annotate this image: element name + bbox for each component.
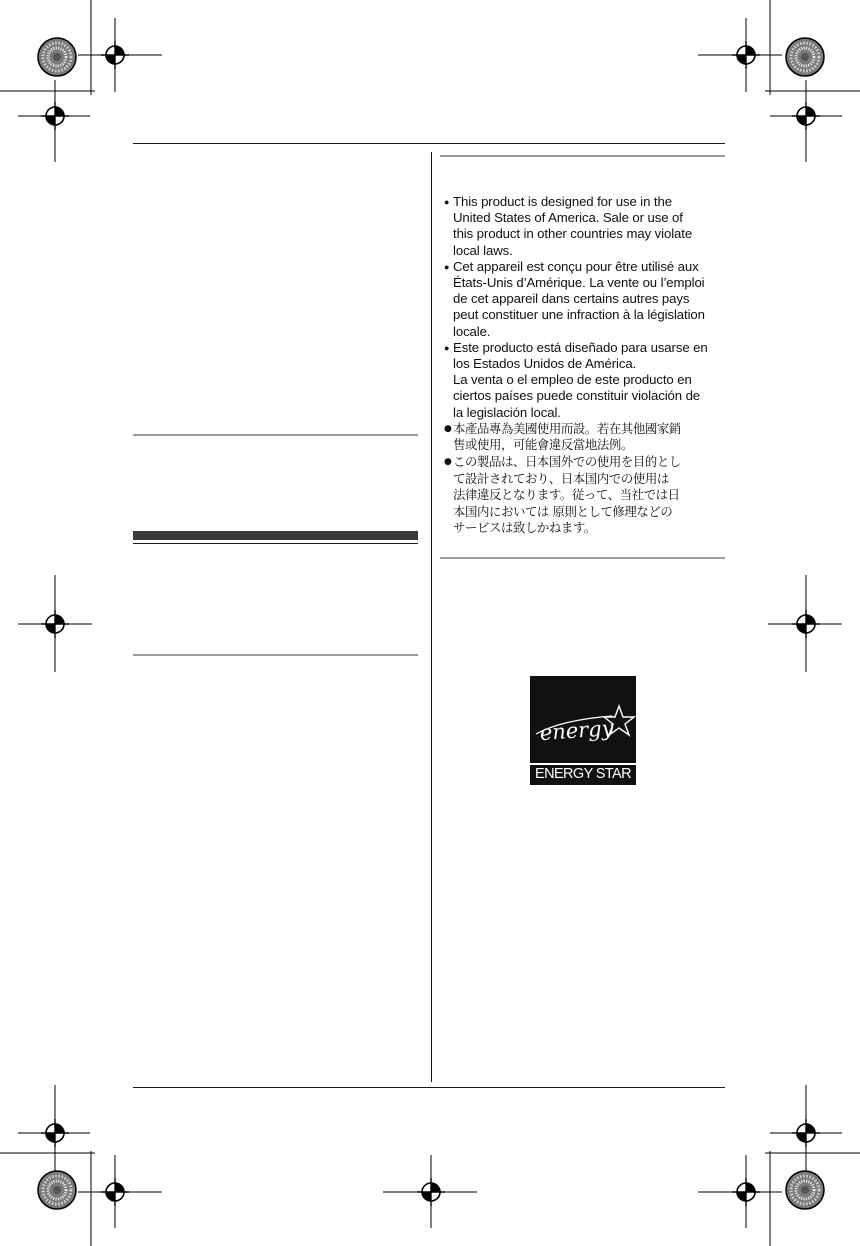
notice-spanish bbox=[444, 340, 729, 421]
page-top-rule bbox=[133, 143, 725, 144]
notice-line: ciertos países puede constituir violación de bbox=[453, 388, 701, 404]
registration-mark bbox=[792, 1119, 820, 1147]
notice-line: て設計されており、日本国内での使用は bbox=[453, 470, 669, 486]
notice-japanese bbox=[444, 454, 729, 537]
notice-line: 本產品專為美國使用而設。若在其他國家銷 bbox=[453, 420, 681, 436]
registration-mark bbox=[101, 1178, 129, 1206]
notice-line: los Estados Unidos de América. bbox=[453, 356, 637, 372]
right-section-rule-2 bbox=[440, 557, 725, 559]
left-section-rule-1 bbox=[133, 434, 418, 436]
registration-mark bbox=[732, 1178, 760, 1206]
notice-line: this product in other countries may violate bbox=[453, 226, 693, 242]
notice-line: de cet appareil dans certains autres pays bbox=[453, 291, 690, 307]
registration-mark bbox=[41, 1119, 69, 1147]
notice-line: This product is designed for use in the bbox=[453, 194, 672, 209]
color-bar-target bbox=[38, 38, 76, 76]
notice-line: la legislación local. bbox=[453, 404, 561, 420]
notice-chinese bbox=[444, 421, 729, 454]
registration-mark bbox=[792, 102, 820, 130]
notice-french bbox=[444, 259, 729, 340]
notice-line: この製品は、日本国外での使用を目的とし bbox=[453, 454, 681, 470]
svg-text:energy: energy bbox=[539, 715, 615, 746]
notice-line: États-Unis d’Amérique. La vente ou l’emploi bbox=[453, 275, 705, 291]
registration-mark bbox=[41, 102, 69, 130]
bullet-icon: ● bbox=[444, 342, 450, 353]
energy-star-emblem-icon bbox=[530, 676, 636, 765]
left-section-rule-2 bbox=[133, 654, 418, 656]
regional-use-notices bbox=[444, 194, 729, 537]
notice-line: local laws. bbox=[453, 242, 513, 258]
notice-line: サービスは致しかねます。 bbox=[453, 520, 596, 536]
notice-line: 本国内においては 原則として修理などの bbox=[453, 503, 673, 519]
registration-mark bbox=[417, 1178, 445, 1206]
notice-line: 法律違反となります。従って、当社では日 bbox=[453, 487, 680, 503]
color-bar-target bbox=[786, 38, 824, 76]
page-bottom-rule bbox=[133, 1087, 725, 1088]
column-divider bbox=[431, 152, 432, 1082]
energy-star-band bbox=[530, 763, 636, 785]
notice-line: Este producto está diseñado para usarse en bbox=[453, 339, 708, 355]
bullet-icon: ● bbox=[444, 197, 450, 207]
color-bar-target bbox=[786, 1171, 824, 1209]
registration-mark bbox=[101, 41, 129, 69]
notice-line: locale. bbox=[453, 323, 491, 339]
notice-english bbox=[444, 194, 729, 259]
bullet-icon: ● bbox=[444, 457, 452, 468]
notice-line: Cet appareil est conçu pour être utilisé aux bbox=[453, 258, 699, 274]
color-bar-target bbox=[38, 1171, 76, 1209]
energy-star-label: ENERGY STAR bbox=[535, 766, 631, 782]
notice-line: United States of America. Sale or use of bbox=[453, 210, 683, 226]
energy-star-logo bbox=[530, 676, 636, 785]
right-section-rule-1 bbox=[440, 155, 725, 157]
left-heading-bar bbox=[133, 531, 418, 540]
notice-line: La venta o el empleo de este producto en bbox=[453, 372, 692, 388]
left-heading-underline bbox=[133, 543, 418, 544]
registration-mark bbox=[41, 610, 69, 638]
bullet-icon: ● bbox=[444, 423, 452, 434]
registration-mark bbox=[732, 41, 760, 69]
notice-line: peut constituer une infraction à la législation bbox=[453, 307, 705, 323]
notice-line: 售或使用，可能會違反當地法例。 bbox=[453, 437, 633, 453]
bullet-icon: ● bbox=[444, 261, 450, 272]
registration-mark bbox=[792, 610, 820, 638]
